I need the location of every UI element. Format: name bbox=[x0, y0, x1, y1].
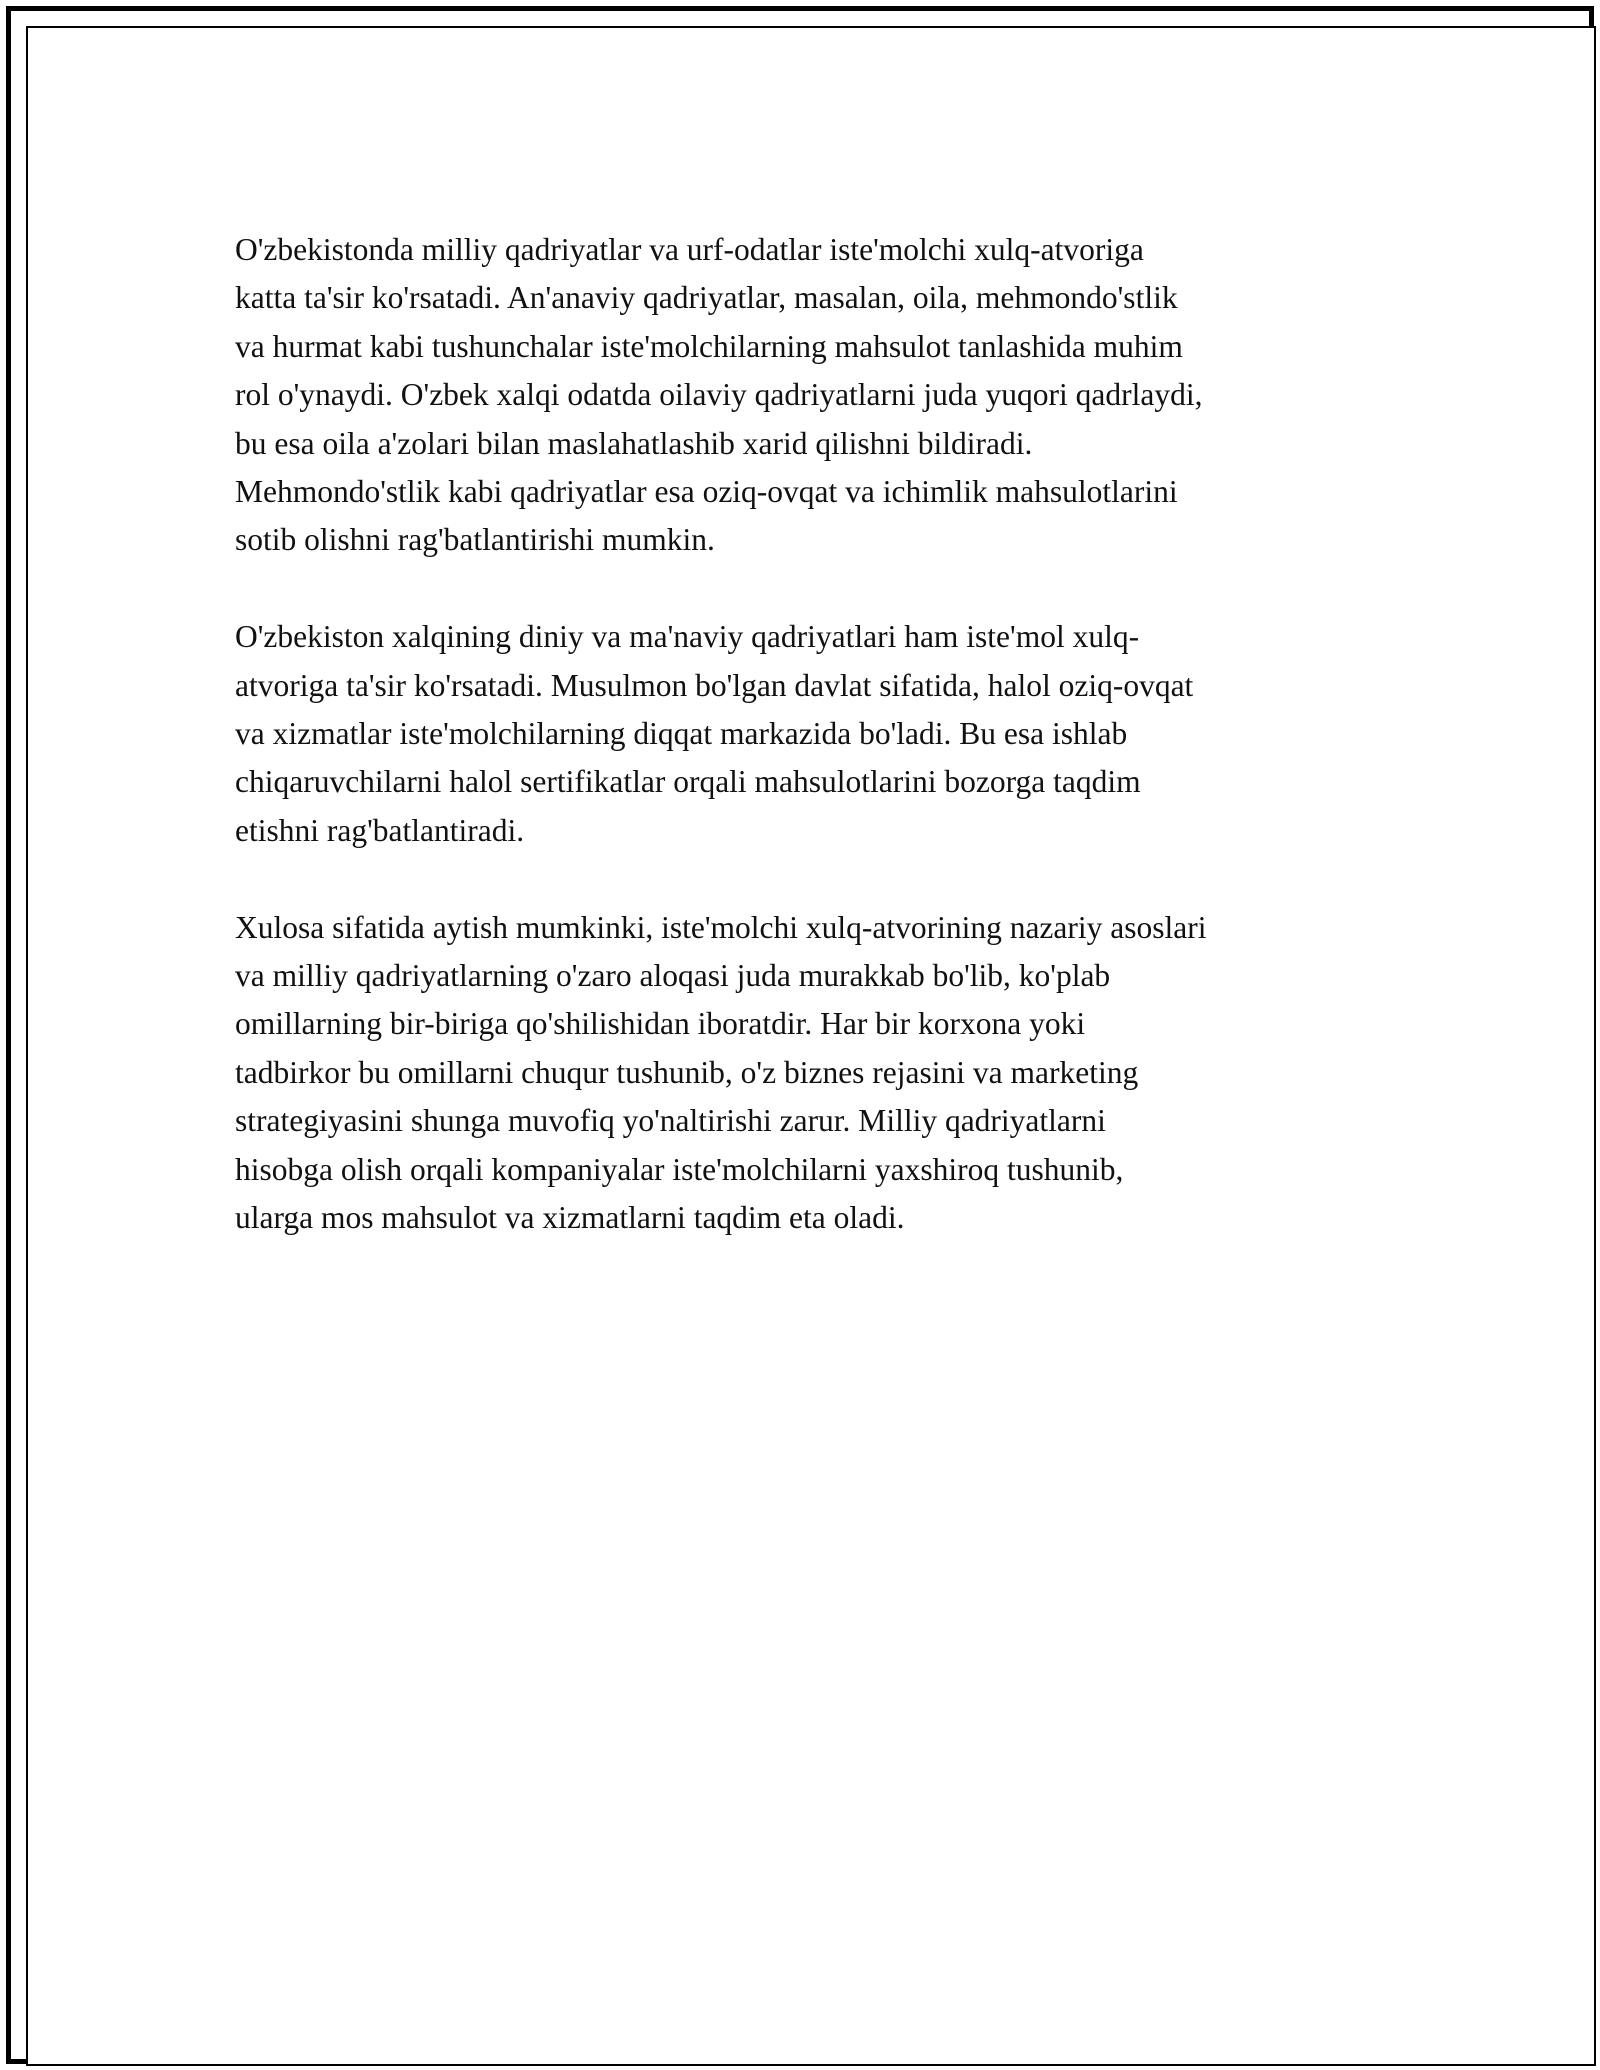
paragraph-religious-values: O'zbekiston xalqining diniy va ma'naviy qadriyatlari ham iste'mol xulq- atvoriga ta'sir ko'rsatadi. Musulmon bo'lgan davlat sifatida, halol oziq-ovqat va xizmatlar iste'molchilarning diqqat markazida bo'ladi. Bu esa ishlab chiqaruvchilarni halol sertifikatlar orqali mahsulotlarini bozorga taqdim etishni rag'batlantiradi. bbox=[235, 619, 1194, 848]
document-body bbox=[235, 226, 1375, 1291]
paragraph-cultural-values: O'zbekistonda milliy qadriyatlar va urf-odatlar iste'molchi xulq-atvoriga katta ta'sir ko'rsatadi. An'anaviy qadriyatlar, masalan, oila, mehmondo'stlik va hurmat kabi tushunchalar iste'molchilarning mahsulot tanlashida muhim rol o'ynaydi. O'zbek xalqi odatda oilaviy qadriyatlarni juda yuqori qadrlaydi, bu esa oila a'zolari bilan maslahatlashib xarid qilishni bildiradi. Mehmondo'stlik kabi qadriyatlar esa oziq-ovqat va ichimlik mahsulotlarini sotib olishni rag'batlantirishi mumkin. bbox=[235, 232, 1203, 558]
paragraph-conclusion: Xulosa sifatida aytish mumkinki, iste'molchi xulq-atvorining nazariy asoslari va milliy qadriyatlarning o'zaro aloqasi juda murakkab bo'lib, ko'plab omillarning bir-biriga qo'shilishidan iboratdir. Har bir korxona yoki tadbirkor bu omillarni chuqur tushunib, o'z biznes rejasini va marketing strategiyasini shunga muvofiq yo'naltirishi zarur. Milliy qadriyatlarni hisobga olish orqali kompaniyalar iste'molchilarni yaxshiroq tushunib, ularga mos mahsulot va xizmatlarni taqdim eta oladi. bbox=[235, 909, 1207, 1236]
